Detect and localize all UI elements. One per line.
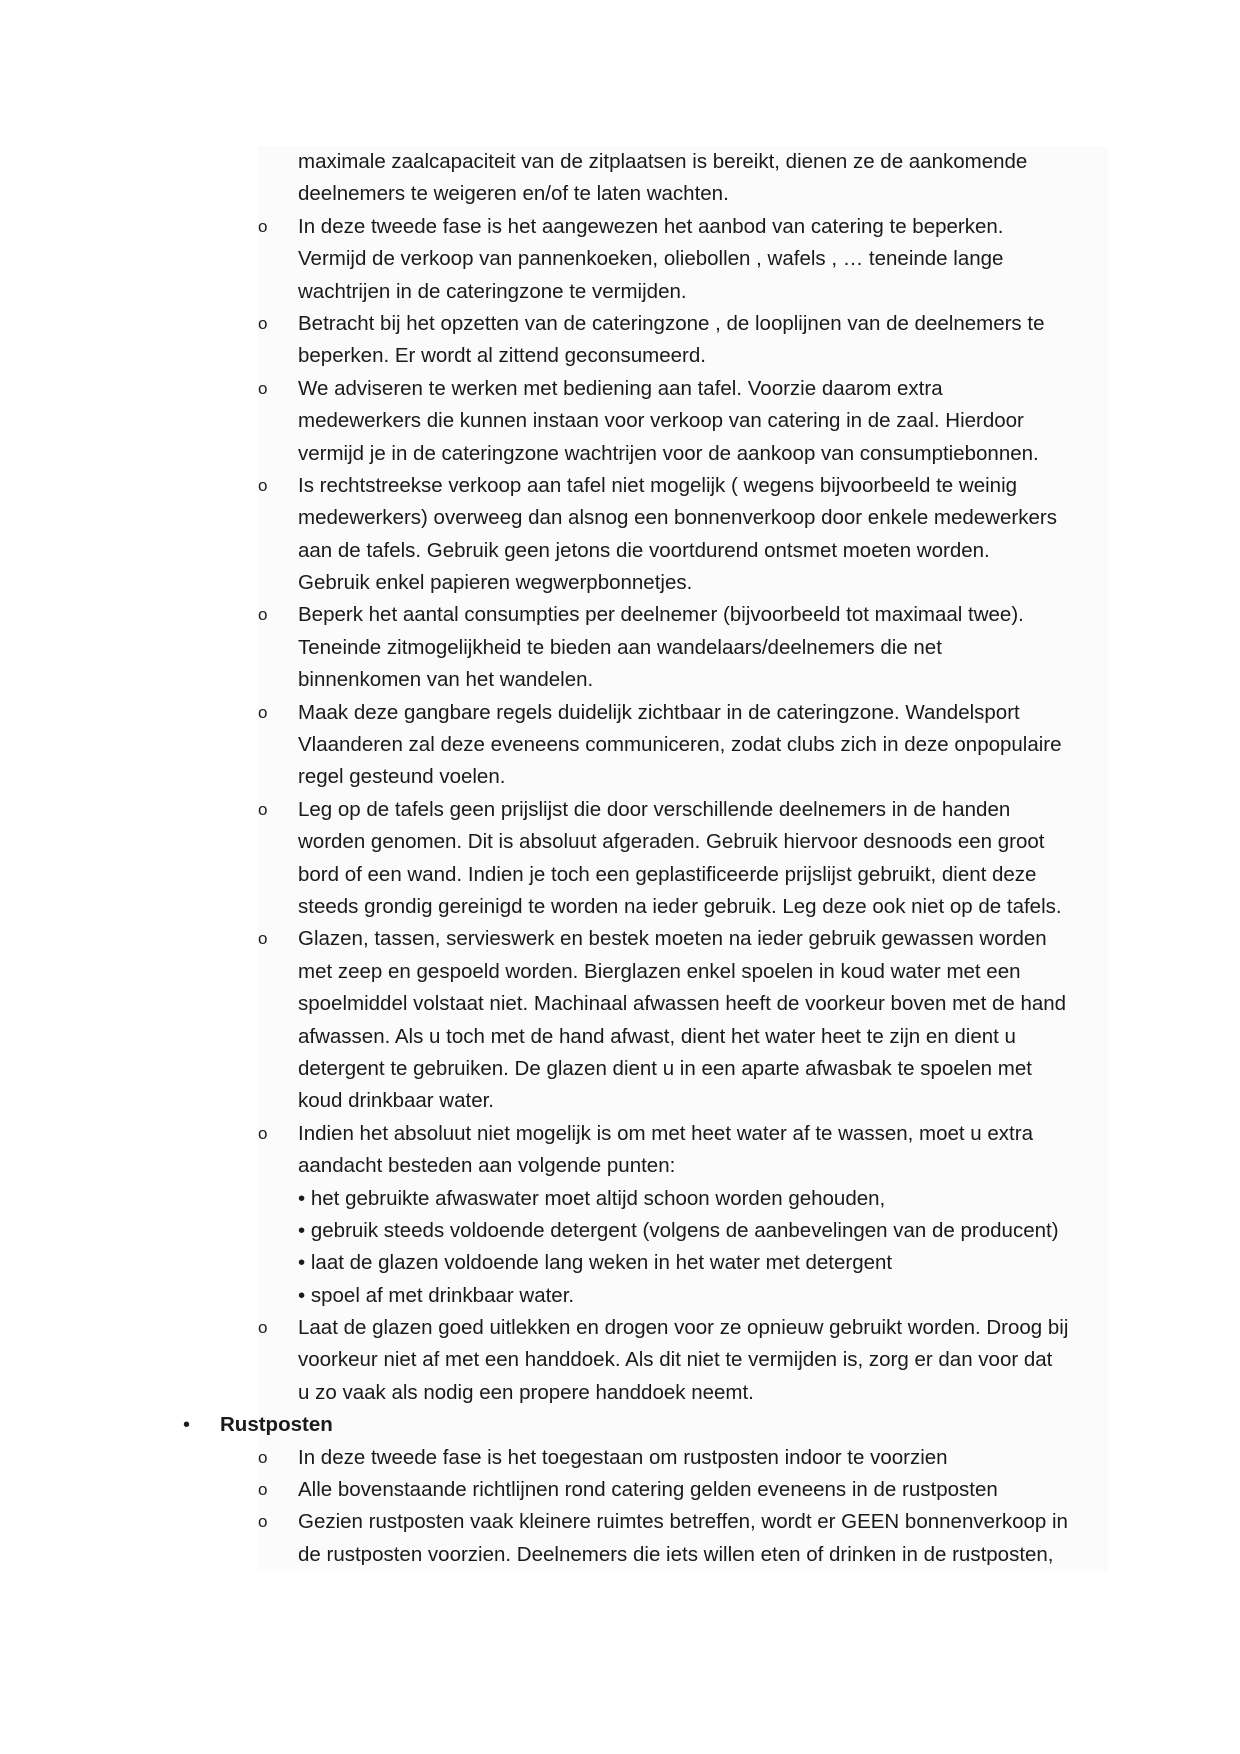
list-item-text: • het gebruikte afwaswater moet altijd schoon worden gehouden,	[298, 1186, 886, 1210]
list-item-text: voorkeur niet af met een handdoek. Als dit niet te vermijden is, zorg er dan voor dat	[298, 1348, 1053, 1372]
list-item-text: Laat de glazen goed uitlekken en drogen voor ze opnieuw gebruikt worden. Droog bij	[298, 1316, 1069, 1340]
list-item-text: de rustposten voorzien. Deelnemers die iets willen eten of drinken in de rustposten,	[298, 1542, 1054, 1566]
list-item-continuation	[258, 276, 1108, 308]
list-item-continuation	[258, 438, 1108, 470]
list-item-continuation	[258, 502, 1108, 534]
list-item	[258, 1474, 1108, 1506]
list-item-continuation	[258, 761, 1108, 793]
list-item-text: aandacht besteden aan volgende punten:	[298, 1154, 676, 1178]
list-item-text: aan de tafels. Gebruik geen jetons die voortdurend ontsmet moeten worden.	[298, 538, 990, 562]
list-item-text: steeds grondig gereinigd te worden na ieder gebruik. Leg deze ook niet op de tafels.	[298, 894, 1062, 918]
list-item-text: worden genomen. Dit is absoluut afgeraden. Gebruik hiervoor desnoods een groot	[298, 830, 1045, 854]
list-item-continuation	[258, 1377, 1108, 1409]
list-item	[258, 308, 1108, 340]
list-item-text: koud drinkbaar water.	[298, 1089, 495, 1113]
list-item-continuation	[258, 956, 1108, 988]
list-item-text: Glazen, tassen, servieswerk en bestek moeten na ieder gebruik gewassen worden	[298, 927, 1047, 951]
circle-bullet-marker: o	[258, 1512, 268, 1532]
circle-bullet-marker: o	[258, 605, 268, 625]
list-item-continuation	[258, 664, 1108, 696]
catering-guidelines-list	[258, 211, 1108, 1409]
list-item-text: Betracht bij het opzetten van de cateringzone , de looplijnen van de deelnemers te	[298, 311, 1045, 335]
section-rustposten	[183, 1409, 1108, 1441]
list-item-continuation	[258, 1344, 1108, 1376]
continuation-line: maximale zaalcapaciteit van de zitplaatsen is bereikt, dienen ze de aankomende	[298, 150, 1028, 173]
list-item	[258, 794, 1108, 826]
list-item-text: regel gesteund voelen.	[298, 765, 506, 789]
list-item-text: Gezien rustposten vaak kleinere ruimtes betreffen, wordt er GEEN bonnenverkoop in	[298, 1510, 1068, 1534]
list-item	[258, 1442, 1108, 1474]
list-item-text: Vlaanderen zal deze eveneens communiceren, zodat clubs zich in deze onpopulaire	[298, 733, 1062, 757]
list-item-text: vermijd je in de cateringzone wachtrijen voor de aankoop van consumptiebonnen.	[298, 441, 1039, 465]
list-item-text: Is rechtstreekse verkoop aan tafel niet mogelijk ( wegens bijvoorbeeld te weinig	[298, 473, 1018, 497]
circle-bullet-marker: o	[258, 799, 268, 819]
list-item-continuation	[258, 826, 1108, 858]
list-item-text: u zo vaak als nodig een propere handdoek neemt.	[298, 1380, 754, 1404]
circle-bullet-marker: o	[258, 216, 268, 236]
continuation-line: deelnemers te weigeren en/of te laten wachten.	[298, 182, 729, 206]
circle-bullet-marker: o	[258, 1123, 268, 1143]
list-item-text: spoelmiddel volstaat niet. Machinaal afwassen heeft de voorkeur boven met de hand	[298, 992, 1067, 1016]
list-item-continuation	[258, 340, 1108, 372]
list-item-text: Vermijd de verkoop van pannenkoeken, oliebollen , wafels , … teneinde lange	[298, 247, 1004, 271]
list-item	[258, 1312, 1108, 1344]
list-item	[258, 373, 1108, 405]
list-item	[258, 1118, 1108, 1150]
list-item-continuation	[258, 1183, 1108, 1215]
circle-bullet-marker: o	[258, 929, 268, 949]
list-item-text: afwassen. Als u toch met de hand afwast, dient het water heet te zijn en dient u	[298, 1024, 1016, 1048]
list-item-continuation	[258, 567, 1108, 599]
list-item-continuation	[258, 859, 1108, 891]
list-item-text: wachtrijen in de cateringzone te vermijden.	[298, 279, 687, 303]
circle-bullet-marker: o	[258, 313, 268, 333]
circle-bullet-marker: o	[258, 1447, 268, 1467]
list-item	[258, 599, 1108, 631]
list-item-continuation	[258, 988, 1108, 1020]
text-body	[183, 146, 1108, 1571]
list-item-text: Maak deze gangbare regels duidelijk zichtbaar in de cateringzone. Wandelsport	[298, 700, 1020, 724]
list-item-continuation	[258, 535, 1108, 567]
list-item-continuation	[258, 1247, 1108, 1279]
list-item-continuation	[258, 243, 1108, 275]
list-item-continuation	[258, 1053, 1108, 1085]
list-item-continuation	[258, 1085, 1108, 1117]
rustposten-list	[258, 1442, 1108, 1572]
list-item-text: bord of een wand. Indien je toch een geplastificeerde prijslijst gebruikt, dient deze	[298, 862, 1037, 886]
list-item-continuation	[258, 1280, 1108, 1312]
list-item-text: Beperk het aantal consumpties per deelnemer (bijvoorbeeld tot maximaal twee).	[298, 603, 1024, 627]
list-item-continuation	[258, 1539, 1108, 1571]
circle-bullet-marker: o	[258, 1480, 268, 1500]
circle-bullet-marker: o	[258, 702, 268, 722]
list-item-text: Alle bovenstaande richtlijnen rond catering gelden eveneens in de rustposten	[298, 1478, 998, 1502]
list-item-continuation	[258, 405, 1108, 437]
list-item	[258, 211, 1108, 243]
list-item-text: • spoel af met drinkbaar water.	[298, 1283, 575, 1307]
list-item	[258, 923, 1108, 955]
list-item-text: Leg op de tafels geen prijslijst die door verschillende deelnemers in de handen	[298, 797, 1011, 821]
circle-bullet-marker: o	[258, 1318, 268, 1338]
list-item-text: met zeep en gespoeld worden. Bierglazen enkel spoelen in koud water met een	[298, 959, 1021, 983]
list-item-text: medewerkers die kunnen instaan voor verkoop van catering in de zaal. Hierdoor	[298, 409, 1024, 433]
list-item-continuation	[258, 1021, 1108, 1053]
list-item-text: Teneinde zitmogelijkheid te bieden aan wandelaars/deelnemers die net	[298, 635, 942, 659]
bullet-marker: •	[183, 1414, 191, 1437]
list-item-text: binnenkomen van het wandelen.	[298, 668, 594, 692]
list-item	[258, 470, 1108, 502]
list-item-text: • gebruik steeds voldoende detergent (volgens de aanbevelingen van de producent)	[298, 1218, 1059, 1242]
list-item-text: • laat de glazen voldoende lang weken in het water met detergent	[298, 1251, 893, 1275]
list-item-continuation	[258, 729, 1108, 761]
list-item-text: detergent te gebruiken. De glazen dient u in een aparte afwasbak te spoelen met	[298, 1056, 1032, 1080]
list-item-text: Indien het absoluut niet mogelijk is om met heet water af te wassen, moet u extra	[298, 1121, 1033, 1145]
list-item-text: Gebruik enkel papieren wegwerpbonnetjes.	[298, 571, 693, 595]
list-item-text: In deze tweede fase is het toegestaan om rustposten indoor te voorzien	[298, 1445, 948, 1469]
circle-bullet-marker: o	[258, 378, 268, 398]
list-item-continuation	[258, 1150, 1108, 1182]
list-item	[258, 697, 1108, 729]
list-item-continuation	[258, 632, 1108, 664]
section-heading: Rustposten	[220, 1413, 333, 1437]
list-item	[258, 1506, 1108, 1538]
list-item-text: beperken. Er wordt al zittend geconsumeerd.	[298, 344, 706, 368]
circle-bullet-marker: o	[258, 475, 268, 495]
list-item-text: medewerkers) overweeg dan alsnog een bonnenverkoop door enkele medewerkers	[298, 506, 1057, 530]
list-item-continuation	[258, 1215, 1108, 1247]
list-item-continuation	[258, 891, 1108, 923]
list-item-text: We adviseren te werken met bediening aan tafel. Voorzie daarom extra	[298, 376, 943, 400]
list-item-text: In deze tweede fase is het aangewezen het aanbod van catering te beperken.	[298, 214, 1004, 238]
